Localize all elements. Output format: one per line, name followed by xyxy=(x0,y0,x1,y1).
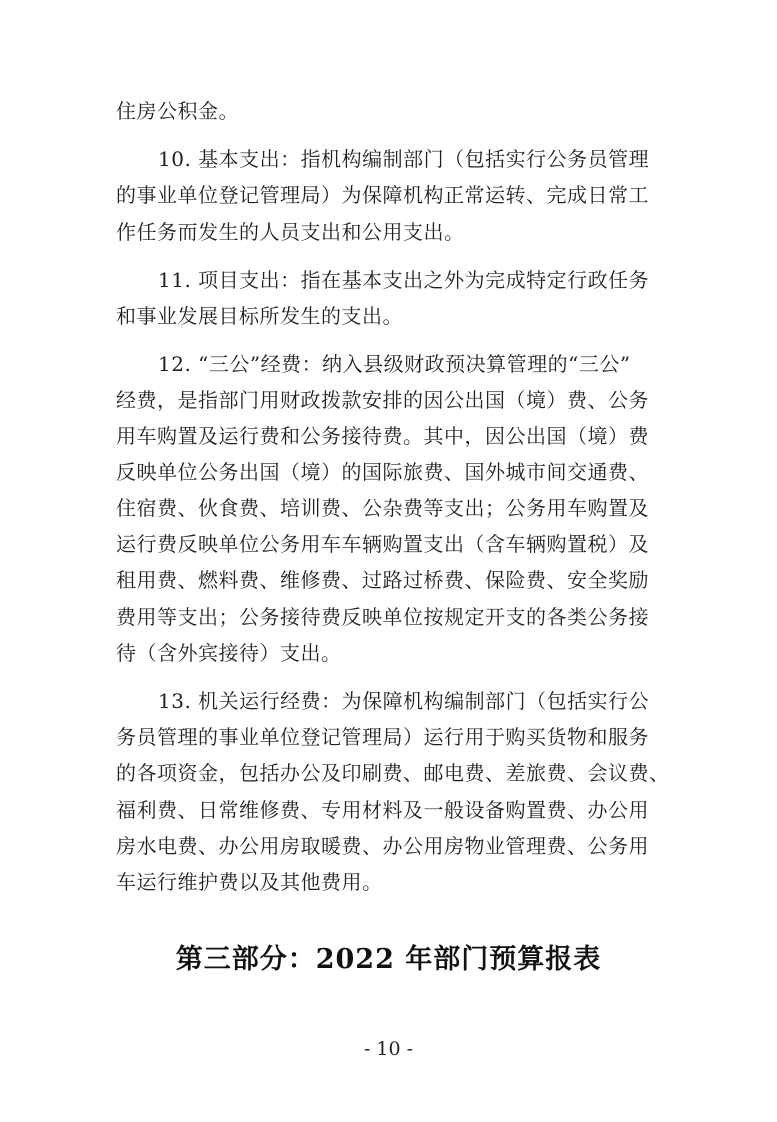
paragraph-12-line: 住宿费、伙食费、培训费、公杂费等支出；公务用车购置及 xyxy=(116,496,649,520)
paragraph-12-line: 反映单位公务出国（境）的国际旅费、国外城市间交通费、 xyxy=(116,460,649,484)
paragraph-13-line: 13. 机关运行经费：为保障机构编制部门（包括实行公 xyxy=(158,689,650,713)
paragraph-13-line: 车运行维护费以及其他费用。 xyxy=(116,870,383,894)
text-line: 住房公积金。 xyxy=(116,99,239,123)
paragraph-12-line: 12. “三公”经费：纳入县级财政预决算管理的“三公” xyxy=(158,352,631,376)
paragraph-13-line: 的各项资金，包括办公及印刷费、邮电费、差旅费、会议费、 xyxy=(116,761,670,785)
paragraph-12-line: 租用费、燃料费、维修费、过路过桥费、保险费、安全奖励 xyxy=(116,568,649,592)
paragraph-11-line: 和事业发展目标所发生的支出。 xyxy=(116,304,403,328)
paragraph-12-line: 费用等支出；公务接待费反映单位按规定开支的各类公务接 xyxy=(116,605,649,629)
page-number: - 10 - xyxy=(363,1038,414,1060)
paragraph-12-line: 运行费反映单位公务用车车辆购置支出（含车辆购置税）及 xyxy=(116,532,649,556)
paragraph-13-line: 房水电费、办公用房取暖费、办公用房物业管理费、公务用 xyxy=(116,834,649,858)
paragraph-10-line: 作任务而发生的人员支出和公用支出。 xyxy=(116,220,465,244)
paragraph-11-line: 11. 项目支出：指在基本支出之外为完成特定行政任务 xyxy=(158,268,650,292)
paragraph-12-line: 经费，是指部门用财政拨款安排的因公出国（境）费、公务 xyxy=(116,388,649,412)
paragraph-12-line: 用车购置及运行费和公务接待费。其中，因公出国（境）费 xyxy=(116,424,649,448)
paragraph-10-line: 10. 基本支出：指机构编制部门（包括实行公务员管理 xyxy=(158,147,650,171)
section-title: 第三部分：2022 年部门预算报表 xyxy=(175,944,602,975)
paragraph-10-line: 的事业单位登记管理局）为保障机构正常运转、完成日常工 xyxy=(116,183,649,207)
paragraph-13-line: 务员管理的事业单位登记管理局）运行用于购买货物和服务 xyxy=(116,725,649,749)
paragraph-13-line: 福利费、日常维修费、专用材料及一般设备购置费、办公用 xyxy=(116,798,649,822)
paragraph-12-line: 待（含外宾接待）支出。 xyxy=(116,641,342,665)
